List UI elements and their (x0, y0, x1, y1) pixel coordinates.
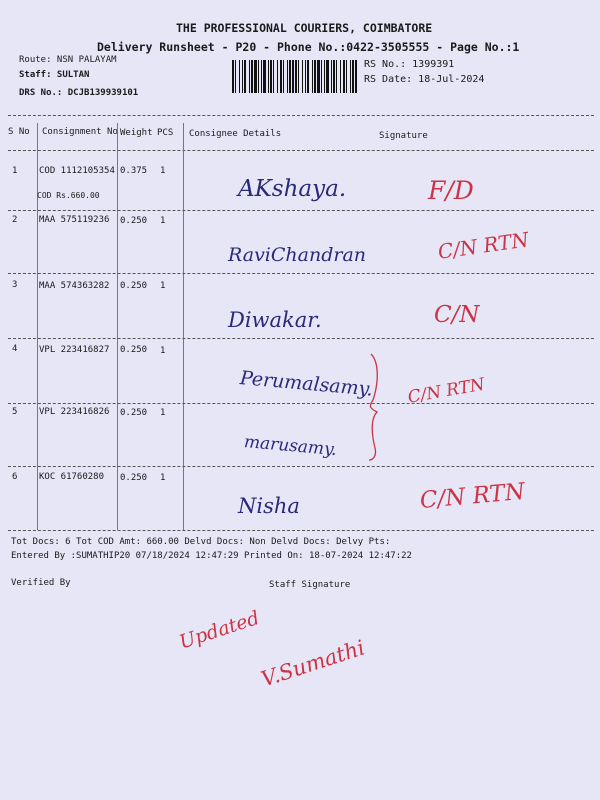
column-separator (183, 123, 184, 530)
drs-number: DRS No.: DCJB139939101 (19, 88, 139, 98)
divider (8, 115, 594, 116)
status-handwritten: C/N RTN (436, 227, 531, 264)
column-header-weight: Weight (120, 128, 153, 138)
row-consignment: COD 1112105354 (39, 166, 115, 176)
verified-by-label: Verified By (11, 578, 71, 588)
entered-by-line: Entered By :SUMATHIP20 07/18/2024 12:47:29 Printed On: 18-07-2024 12:47:22 (11, 551, 412, 561)
row-divider (8, 210, 594, 211)
runsheet-title: Delivery Runsheet - P20 - Phone No.:0422-3505555 - Page No.:1 (97, 40, 520, 54)
status-handwritten: C/N RTN (418, 478, 526, 514)
row-sno: 1 (12, 166, 18, 176)
consignee-handwritten: Perumalsamy. (239, 367, 374, 401)
updated-handwritten-note: Updated (176, 606, 263, 654)
row-weight: 0.250 (120, 473, 148, 483)
row-cod-amount: COD Rs.660.00 (37, 191, 100, 200)
company-title: THE PROFESSIONAL COURIERS, COIMBATORE (176, 21, 433, 35)
row-pcs: 1 (160, 216, 166, 226)
row-divider (8, 403, 594, 404)
column-header-consignee: Consignee Details (189, 129, 282, 139)
row-weight: 0.250 (120, 345, 148, 355)
column-header-signature: Signature (379, 131, 428, 141)
row-divider (8, 273, 594, 274)
status-handwritten: C/N RTN (406, 374, 487, 408)
row-divider (8, 466, 594, 467)
column-separator (117, 123, 118, 530)
rs-date: RS Date: 18-Jul-2024 (364, 74, 485, 85)
row-pcs: 1 (160, 166, 166, 176)
route-label: Route: NSN PALAYAM (19, 55, 117, 65)
rs-number: RS No.: 1399391 (364, 59, 455, 70)
consignee-handwritten: AKshaya. (238, 176, 347, 202)
row-pcs: 1 (160, 281, 166, 291)
row-sno: 3 (12, 280, 18, 290)
red-brace-mark (365, 352, 385, 462)
row-sno: 5 (12, 407, 18, 417)
row-sno: 4 (12, 344, 18, 354)
row-weight: 0.250 (120, 281, 148, 291)
row-consignment: MAA 574363282 (39, 281, 110, 291)
totals-line: Tot Docs: 6 Tot COD Amt: 660.00 Delvd Docs: Non Delvd Docs: Delvy Pts: (11, 537, 391, 547)
divider (8, 150, 594, 151)
staff-signature-label: Staff Signature (269, 580, 351, 590)
row-consignment: VPL 223416827 (39, 345, 110, 355)
barcode-image (232, 60, 358, 93)
row-weight: 0.375 (120, 166, 148, 176)
status-handwritten: C/N (434, 302, 480, 328)
consignee-handwritten: RaviChandran (228, 244, 367, 266)
staff-label: Staff: SULTAN (19, 70, 90, 80)
row-consignment: MAA 575119236 (39, 215, 110, 225)
consignee-handwritten: marusamy. (243, 432, 338, 461)
row-divider (8, 338, 594, 339)
column-header-consignment: Consignment No (42, 127, 118, 137)
row-weight: 0.250 (120, 408, 148, 418)
row-consignment: KOC 61760280 (39, 472, 105, 482)
handwritten-signature: V.Sumathi (258, 635, 368, 692)
row-pcs: 1 (160, 346, 166, 356)
column-header-sno: S No (8, 127, 30, 137)
column-separator (37, 123, 38, 530)
consignee-handwritten: Nisha (238, 494, 300, 518)
column-header-pcs: PCS (157, 128, 174, 138)
row-weight: 0.250 (120, 216, 148, 226)
row-pcs: 1 (160, 408, 166, 418)
row-consignment: VPL 223416826 (39, 407, 110, 417)
row-divider (8, 530, 594, 531)
row-sno: 6 (12, 472, 18, 482)
row-pcs: 1 (160, 473, 166, 483)
status-handwritten: F/D (428, 176, 474, 205)
consignee-handwritten: Diwakar. (228, 308, 322, 332)
row-sno: 2 (12, 215, 18, 225)
